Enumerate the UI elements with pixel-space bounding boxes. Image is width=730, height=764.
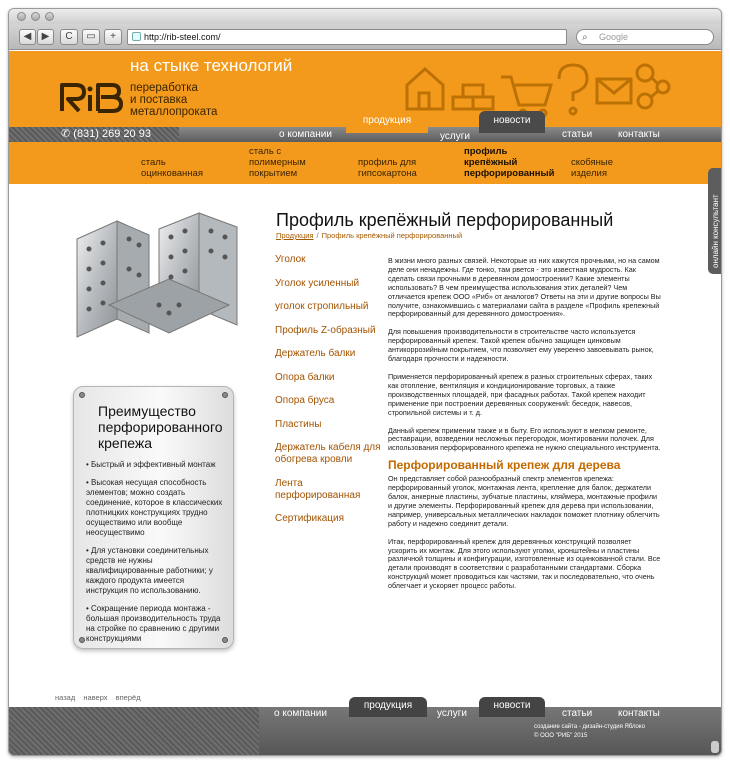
screw-icon	[222, 392, 228, 398]
nav-contacts[interactable]: контакты	[618, 129, 660, 140]
scrollbar-thumb[interactable]	[711, 741, 719, 753]
page-icon	[132, 32, 141, 41]
breadcrumb-current: Профиль крепёжный перфорированный	[321, 231, 463, 240]
subnav-perforated[interactable]: профиль крепёжный перфорированный	[464, 146, 555, 179]
subnav-galvanized[interactable]: сталь оцинкованная	[141, 157, 203, 179]
link-perforated-tape[interactable]: Лента перфорированная	[275, 477, 361, 501]
rib-logo-mark	[59, 81, 127, 113]
article-body	[388, 257, 661, 600]
phone-number: ✆ (831) 269 20 93	[61, 128, 151, 140]
footer-nav-about[interactable]: о компании	[274, 708, 327, 719]
link-corner-reinforced[interactable]: Уголок усиленный	[275, 277, 360, 289]
product-subnav	[9, 142, 722, 184]
nav-news[interactable]: новости	[479, 111, 545, 133]
title-bar	[9, 9, 721, 24]
link-corner-rafter[interactable]: уголок стропильный	[275, 301, 369, 312]
advantage-item: • Для установки соединительных средств не нужны квалифицированные работники; у каждого продукта имеется инструкция по использованию.	[86, 546, 213, 595]
advantage-item: • Сокращение периода монтажа - большая производительность труда на стройке по сравнению с другими конструкциями	[86, 604, 221, 643]
cart-icon	[501, 77, 551, 105]
paragraph: Применяется перфорированный крепеж в разных строительных сферах, таких как отопление, вентиляция и кондиционирование торговых, а также производственных площадей, при фасадных работах. Такой крепеж находит применение при построении деревянных сооружений: беседок, навесов, стропильной системы и т. д.	[388, 371, 653, 417]
question-icon	[559, 65, 587, 101]
link-cable-holder[interactable]: Держатель кабеля для обогрева кровли	[275, 442, 381, 465]
search-icon: ⌕	[582, 32, 588, 43]
site-tagline: на стыке технологий	[130, 56, 293, 75]
footer-nav-products[interactable]: продукция	[349, 697, 427, 717]
advantages-title: Преимущество перфорированного крепежа	[98, 403, 223, 451]
advantage-item: • Высокая несущая способность элементов; можно создать соединение, которое в классических плотницких конструкциях трудно осуществимо или вообще неосуществимо	[86, 478, 223, 537]
link-certification[interactable]: Сертификация	[275, 513, 344, 524]
address-bar[interactable]	[127, 29, 567, 45]
screw-icon	[79, 392, 85, 398]
address-text: http://rib-steel.com/	[144, 32, 221, 42]
nav-products[interactable]: продукция	[346, 111, 428, 133]
breadcrumb-products[interactable]: Продукция	[276, 231, 314, 240]
nav-services[interactable]: услуги	[440, 131, 470, 142]
header-icons	[401, 57, 671, 119]
advantages-list	[86, 460, 228, 652]
browser-toolbar	[9, 24, 721, 50]
house-icon	[407, 69, 443, 109]
paragraph: Итак, перфорированный крепеж для деревянных конструкций позволяет ускорить их монтаж. Для этого используют уголки, кронштейны и пластины различной толщины и конфигурации, изготовленные из оцинкованной стали. Все детали производят в соответствии с разработанными стандартами. Сборка конструкций может проводиться как частями, так и последовательно, что очень облегчает и ускоряет процесс работы.	[388, 536, 661, 591]
site-logo[interactable]	[59, 81, 127, 122]
paragraph: Он представляет собой разнообразный спектр элементов крепежа: перфорированный уголок, монтажная лента, крепление для балок, держатели балок, анкерные пластины, зубчатые пластины, кляймера, монтажные профили и другие элементы. Перфорированный крепеж для дерева при использовании, например, универсальных металлических накладок поможет плотнику облегчить работу и надежно соединит детали.	[388, 474, 660, 528]
web-page	[9, 51, 722, 756]
paragraph: Данный крепеж применим также и в быту. Его используют в мелком ремонте, реставрации, возведении несложных перегородок, монтировании полочек. Для использования перфорированного крепежа не нужно специального инструмента.	[388, 425, 661, 453]
footer-nav-news[interactable]: новости	[479, 697, 545, 717]
subnav-hardware[interactable]: скобяные изделия	[571, 157, 614, 179]
breadcrumb: Продукция / Профиль крепёжный перфорированный	[276, 231, 463, 240]
link-timber-support[interactable]: Опора бруса	[275, 395, 335, 406]
back-button[interactable]: ◀	[19, 29, 36, 45]
back-link[interactable]: назад	[55, 693, 76, 702]
page-title: Профиль крепёжный перфорированный	[276, 210, 614, 230]
subnav-polymer[interactable]: сталь с полимерным покрытием	[249, 146, 306, 179]
screw-icon	[79, 637, 85, 643]
paragraph: В жизни много разных связей. Некоторые из них кажутся прочными, но на самом деле они ненадежны. Где тонко, там рвется - это известная мудрость. Как сделать связи прочными в деревянном домостроении? Какие элементы использовать? В чем преимущества использования этих деталей? Чем отличается крепеж ООО «Риб» от аналогов? Ответы на эти и другие вопросы Вы получите, ознакомившись с материалами сайта в разделе «Профиль крепежный перфорированный для деревянного домостроения».	[388, 256, 661, 319]
close-window-button[interactable]	[17, 12, 26, 21]
advantages-box	[73, 386, 234, 649]
product-links	[275, 254, 387, 537]
top-link[interactable]: наверх	[83, 693, 108, 702]
nav-articles[interactable]: статьи	[562, 129, 593, 140]
link-plates[interactable]: Пластины	[275, 418, 322, 430]
footer-nav-services[interactable]: услуги	[437, 708, 467, 719]
online-consultant-tab[interactable]: онлайн консультант	[708, 168, 722, 274]
section-heading: Перфорированный крепеж для дерева	[388, 458, 621, 473]
link-beam-support[interactable]: Опора балки	[275, 371, 335, 383]
link-z-profile[interactable]: Профиль Z-образный	[275, 324, 376, 336]
boxes-icon	[453, 85, 493, 109]
footer-links	[55, 693, 147, 702]
minimize-window-button[interactable]	[31, 12, 40, 21]
link-beam-holder[interactable]: Держатель балки	[275, 348, 356, 359]
zoom-window-button[interactable]	[45, 12, 54, 21]
nav-about[interactable]: о компании	[279, 129, 332, 140]
reload-button[interactable]: C	[60, 29, 78, 45]
footer-nav-articles[interactable]: статьи	[562, 708, 593, 719]
paragraph: Для повышения производительности в строительстве часто используется перфорированный крепеж. Такой крепеж обычно защищен цинковым антикоррозийным покрытием, что позволяет ему уверенно завоевывать рынок, благодаря прочности и надежности.	[388, 327, 654, 364]
subnav-drywall[interactable]: профиль для гипсокартона	[358, 157, 417, 179]
add-bookmark-button[interactable]: +	[104, 29, 122, 45]
footer-nav-contacts[interactable]: контакты	[618, 708, 660, 719]
forward-link[interactable]: вперёд	[115, 693, 141, 702]
search-placeholder: Google	[599, 32, 629, 42]
search-input[interactable]	[576, 29, 714, 45]
footer-credit: создание сайта - дизайн-студия Яблоко © ООО "РИБ" 2015	[534, 724, 645, 739]
bookmark-button[interactable]: ▭	[82, 29, 100, 45]
site-description: переработка и поставка металлопроката	[130, 82, 218, 118]
link-corner[interactable]: Уголок	[275, 254, 306, 265]
product-image	[59, 209, 249, 359]
browser-window	[8, 8, 722, 756]
forward-button[interactable]: ▶	[37, 29, 54, 45]
advantage-item: • Быстрый и эффективный монтаж	[86, 460, 216, 469]
